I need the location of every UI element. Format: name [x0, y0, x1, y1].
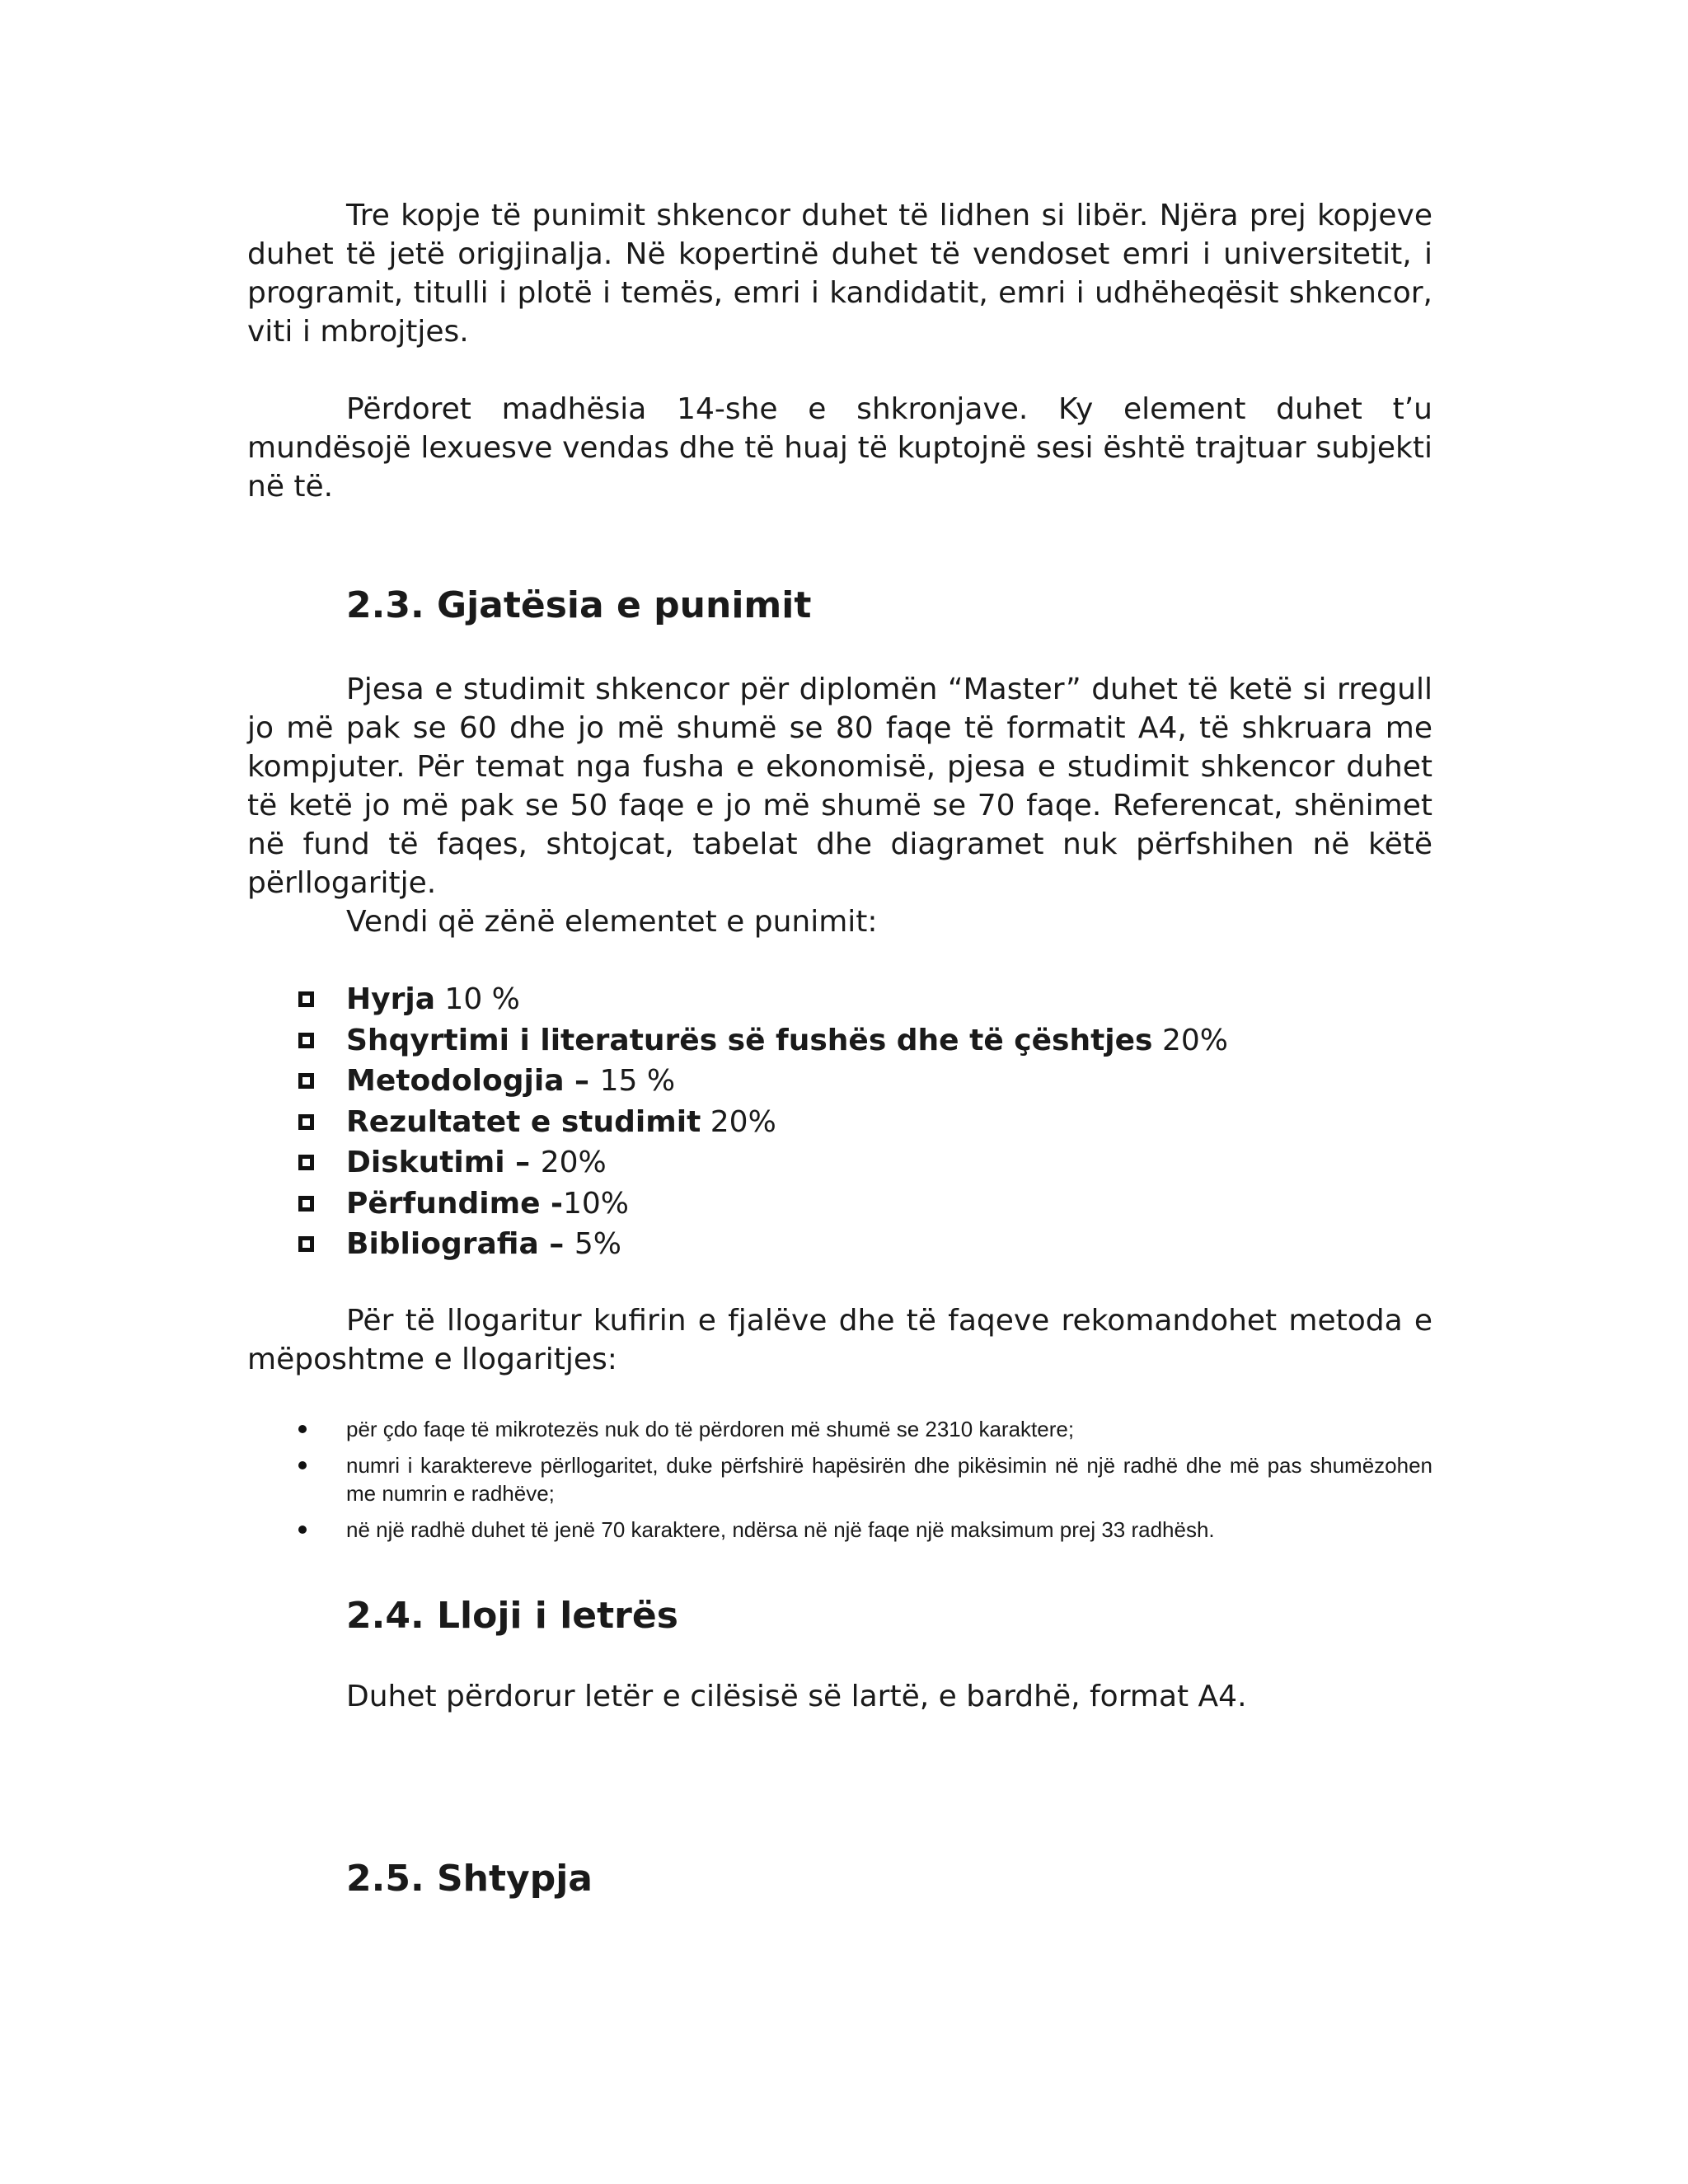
list-item: Shqyrtimi i literaturës së fushës dhe të çështjes 20% [247, 1020, 1432, 1062]
paragraph-font-size: Përdoret madhësia 14-she e shkronjave. Ky element duhet t’u mundësojë lexuesve vendas dhe të huaj të kuptojnë sesi është trajtuar subjekti në të. [247, 392, 1432, 504]
square-bullet-icon [298, 1196, 314, 1212]
heading-paper-type: 2.4. Lloji i letrës [346, 1594, 678, 1637]
square-bullet-icon [298, 991, 314, 1007]
square-bullet-icon [298, 1073, 314, 1089]
square-bullet-icon [298, 1033, 314, 1048]
heading-printing: 2.5. Shtypja [346, 1857, 593, 1900]
list-item: Rezultatet e studimit 20% [247, 1102, 1432, 1143]
bullet-dot-icon [298, 1461, 307, 1469]
elements-list [247, 979, 1432, 1265]
list-item: numri i karaktereve përllogaritet, duke përfshirë hapësirën dhe pikësimin në një radhë dhe më pas shumëzohen me numrin e radhëve; [247, 1451, 1432, 1507]
document-page [247, 196, 1432, 1902]
list-item: Hyrja 10 % [247, 979, 1432, 1020]
bullet-dot-icon [298, 1526, 307, 1534]
bullet-dot-icon [298, 1425, 307, 1433]
list-item: për çdo faqe të mikrotezës nuk do të përdoren më shumë se 2310 karaktere; [247, 1415, 1432, 1443]
paragraph-length: Pjesa e studimit shkencor për diplomën “Master” duhet të ketë si rregull jo më pak se 60 dhe jo më shumë se 80 faqe të formatit A4, të shkruara me kompjuter. Për temat nga fusha e ekonomisë, pjesa e studimit shkencor duhet të ketë jo më pak se 50 faqe e jo më shumë se 70 faqe. Referencat, shënimet në fund të faqes, shtojcat, tabelat dhe diagramet nuk përfshihen në këtë përllogaritje. [247, 673, 1432, 900]
list-item: në një radhë duhet të jenë 70 karaktere, ndërsa në një faqe një maksimum prej 33 radhësh. [247, 1516, 1432, 1544]
square-bullet-icon [298, 1236, 314, 1252]
paragraph-elements-intro: Vendi që zënë elementet e punimit: [346, 905, 878, 939]
paragraph-copies: Tre kopje të punimit shkencor duhet të lidhen si libër. Njëra prej kopjeve duhet të jetë origjinalja. Në kopertinë duhet të vendoset emri i universitetit, i programit, titulli i plotë i temës, emri i kandidatit, emri i udhëheqësit shkencor, viti i mbrojtjes. [247, 199, 1432, 349]
heading-length: 2.3. Gjatësia e punimit [346, 584, 812, 626]
list-item: Bibliografia – 5% [247, 1224, 1432, 1265]
paragraph-paper-type: Duhet përdorur letër e cilësisë së lartë, e bardhë, format A4. [346, 1679, 1247, 1713]
method-list [247, 1415, 1432, 1544]
square-bullet-icon [298, 1114, 314, 1130]
list-item: Përfundime -10% [247, 1183, 1432, 1225]
list-item: Diskutimi – 20% [247, 1142, 1432, 1183]
paragraph-method-intro: Për të llogaritur kufirin e fjalëve dhe të faqeve rekomandohet metoda e mëposhtme e llogaritjes: [247, 1303, 1432, 1376]
square-bullet-icon [298, 1155, 314, 1170]
list-item: Metodologjia – 15 % [247, 1061, 1432, 1102]
